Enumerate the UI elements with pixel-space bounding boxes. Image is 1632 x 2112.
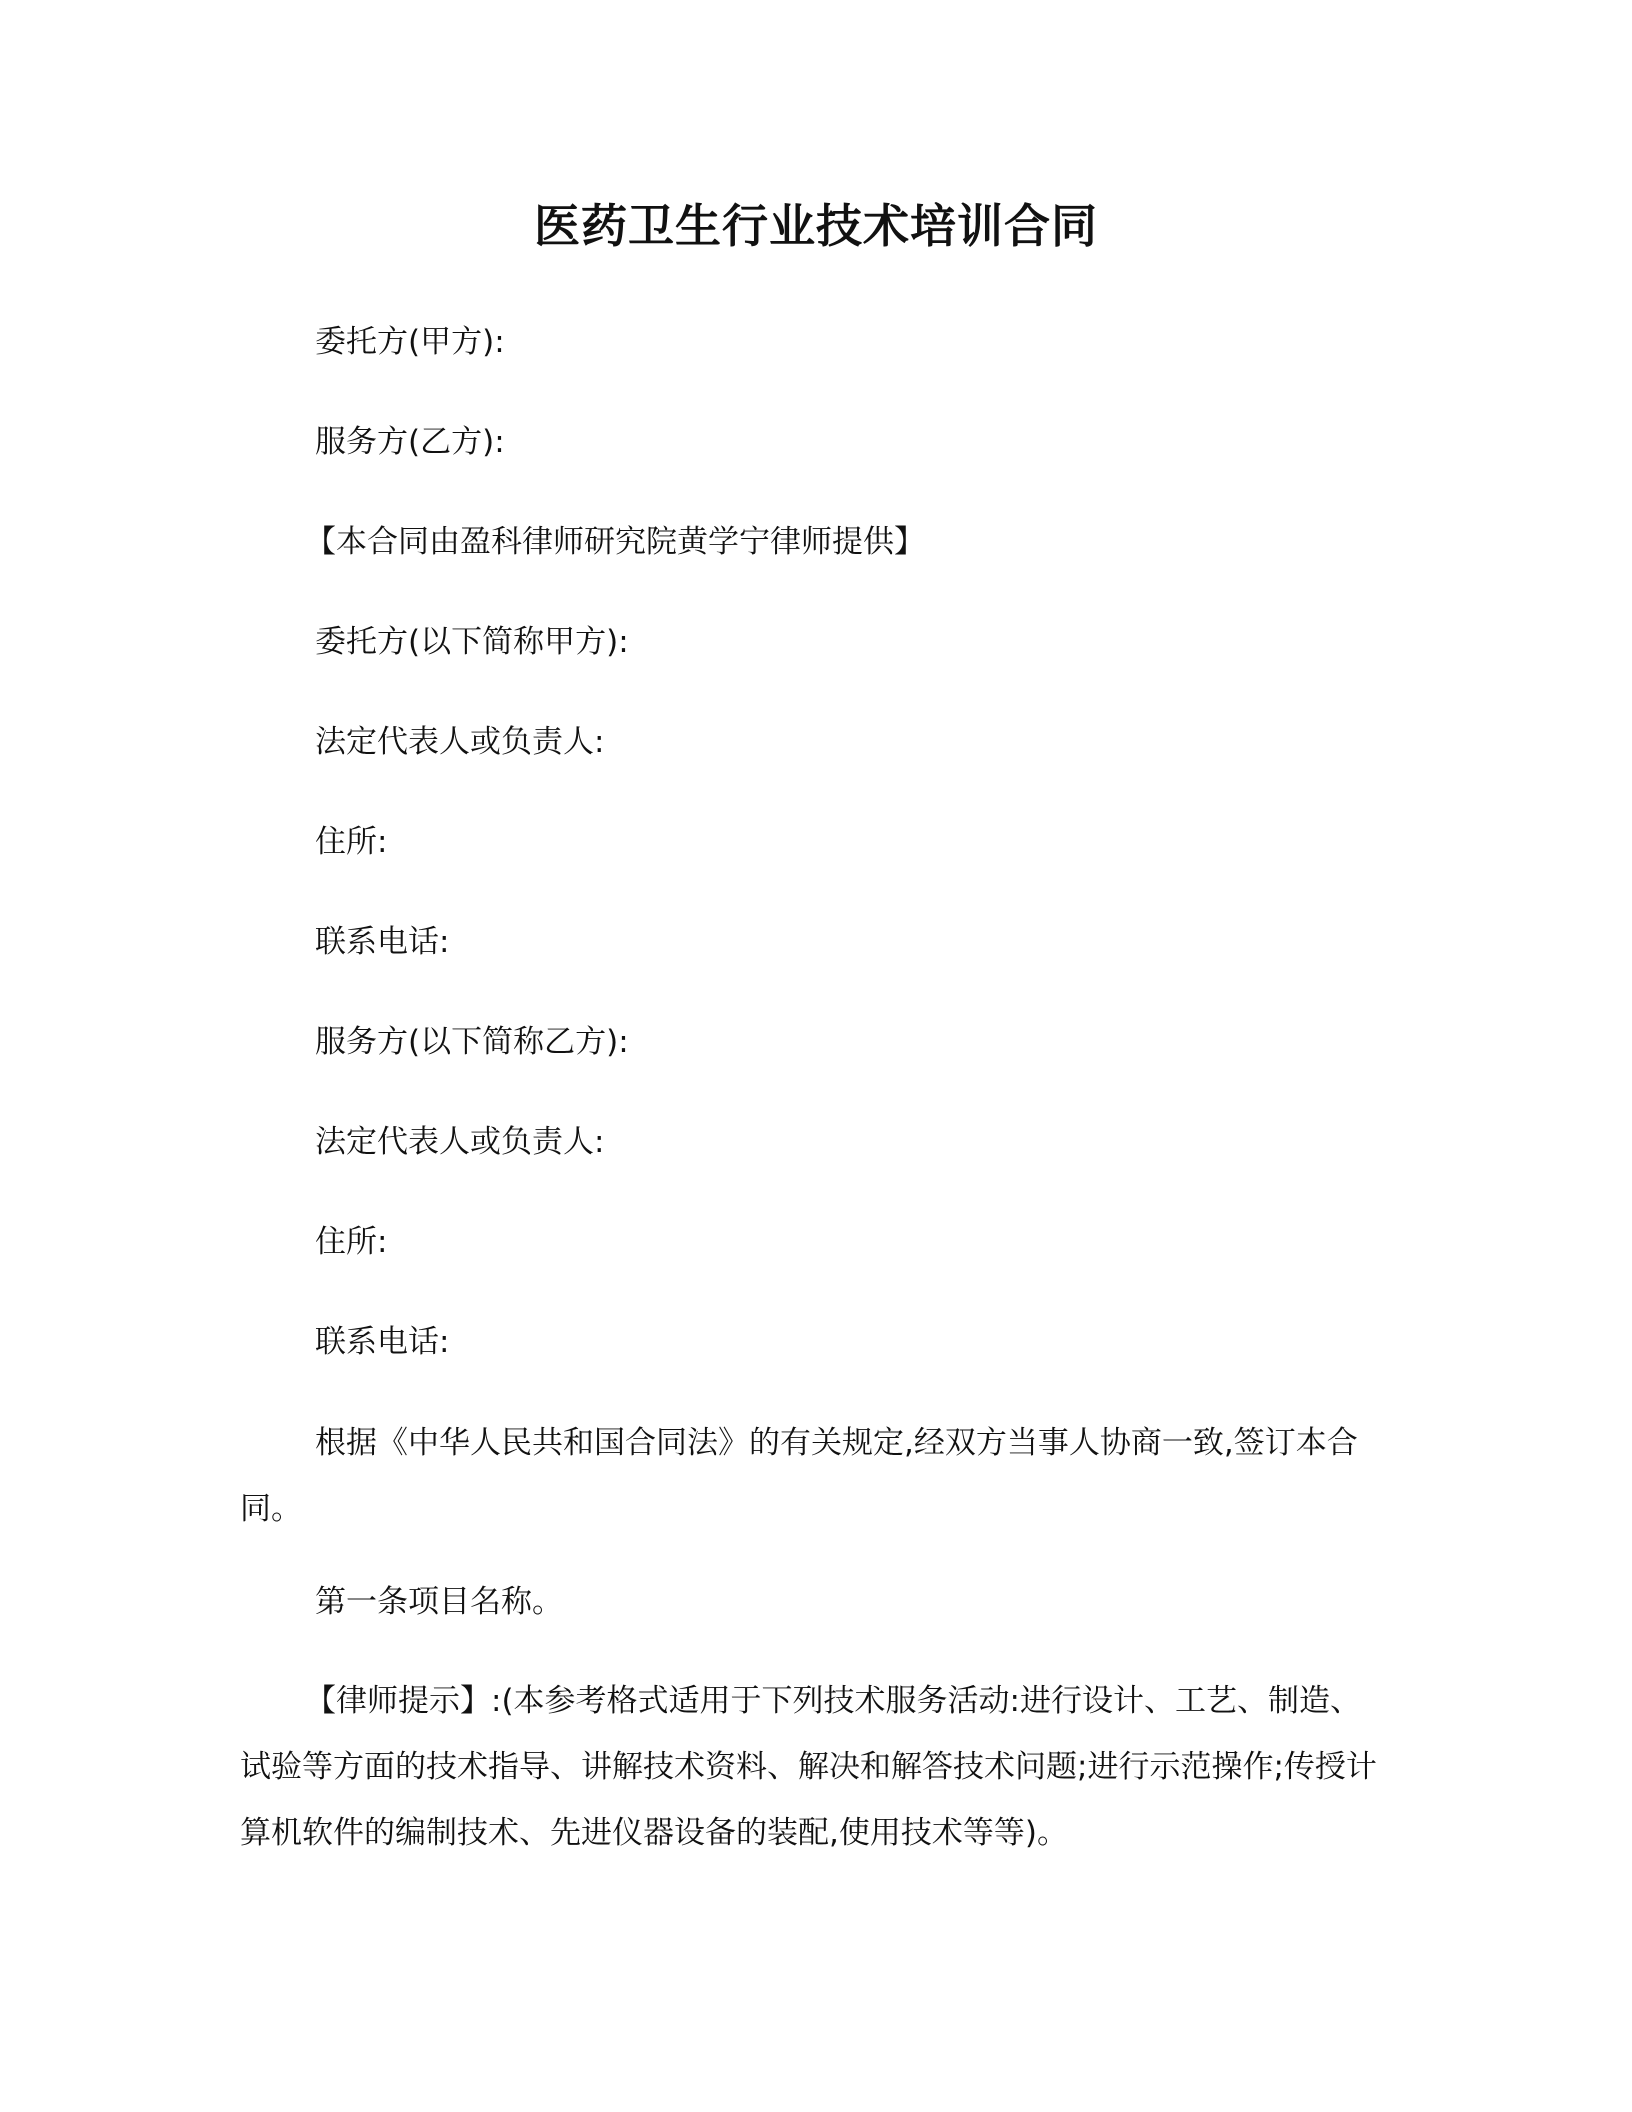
party-b-address-line: 住所: (315, 1224, 388, 1260)
document-title: 医药卫生行业技术培训合同 (534, 199, 1098, 253)
party-b-abbr-line: 服务方(以下简称乙方): (315, 1024, 629, 1060)
party-a-address-line: 住所: (315, 824, 388, 860)
party-b-line: 服务方(乙方): (315, 424, 505, 460)
party-a-abbr-line: 委托方(以下简称甲方): (315, 624, 629, 660)
lawyer-tip-paragraph: 【律师提示】:(本参考格式适用于下列技术服务活动:进行设计、工艺、制造、试验等方面的技术指导、讲解技术资料、解决和解答技术问题;进行示范操作;传授计算机软件的编制技术、先进仪器设备的装配,使用技术等等)。 (240, 1683, 1377, 1851)
party-a-line: 委托方(甲方): (315, 324, 505, 360)
intro-paragraph: 根据《中华人民共和国合同法》的有关规定,经双方当事人协商一致,签订本合同。 (240, 1425, 1358, 1527)
party-b-representative-line: 法定代表人或负责人: (315, 1124, 605, 1160)
article-1-heading: 第一条项目名称。 (315, 1584, 563, 1620)
party-a-representative-line: 法定代表人或负责人: (315, 724, 605, 760)
party-a-phone-line: 联系电话: (315, 924, 450, 960)
party-b-phone-line: 联系电话: (315, 1324, 450, 1360)
provider-note: 【本合同由盈科律师研究院黄学宁律师提供】 (305, 524, 925, 560)
